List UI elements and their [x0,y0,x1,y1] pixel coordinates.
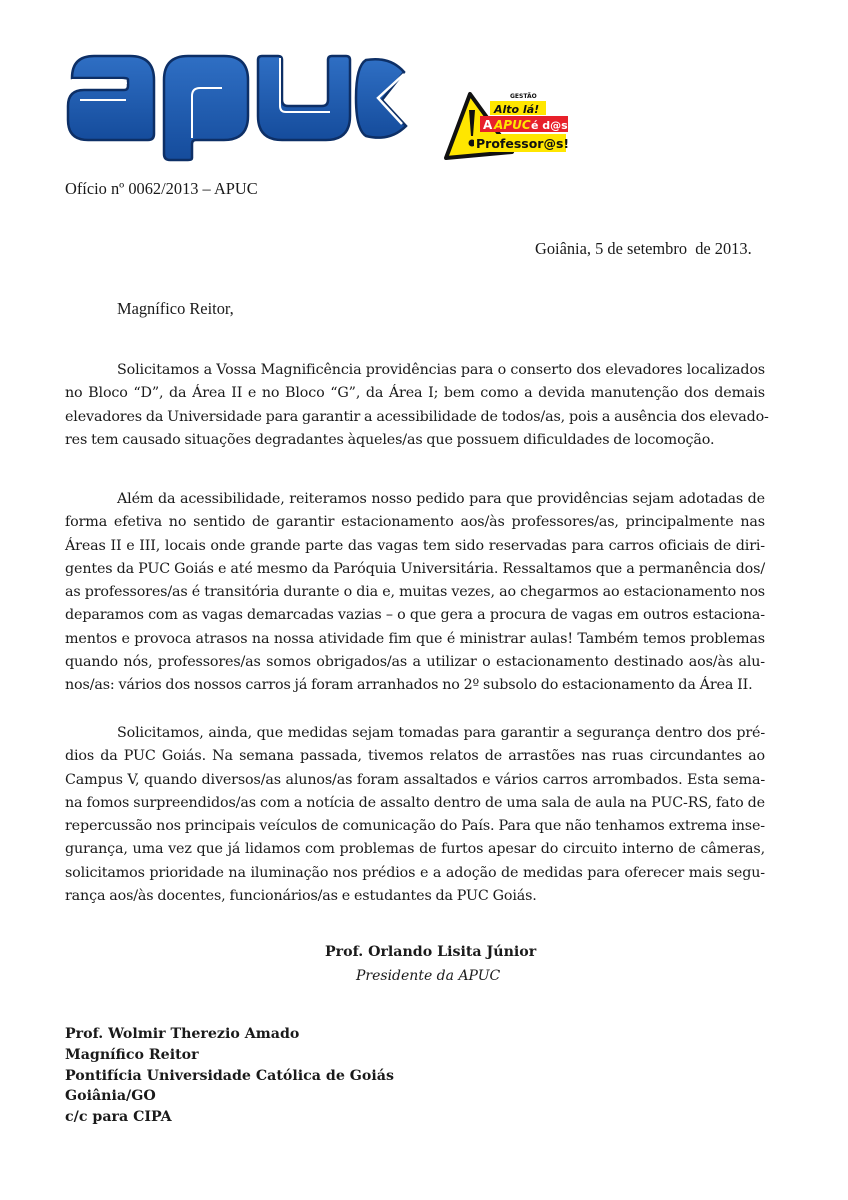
apuc-logo [66,50,438,162]
recipient-institution: Pontifícia Universidade Católica de Goiás [65,1067,394,1084]
paragraph-line: forma efetiva no sentido de garantir estacionamento aos/às professores/as, principalmente nas [65,514,765,531]
paragraph-line: quando nós, professores/as somos obrigados/as a utilizar o estacionamento destinado aos/às alu- [65,654,765,671]
badge-line2-a: A [483,118,493,132]
signer-name: Prof. Orlando Lisita Júnior [325,944,537,960]
recipient-city: Goiânia/GO [65,1088,156,1105]
recipient-cc: c/c para CIPA [65,1109,172,1126]
logo-letter-a [68,56,154,140]
logo-letter-p [164,56,248,160]
paragraph-line: no Bloco “D”, da Área II e no Bloco “G”, da Área I; bem como a devida manutenção dos demais [65,385,765,402]
paragraph-elevators [65,359,769,452]
paragraph-line: elevadores da Universidade para garantir a acessibilidade de todos/as, pois a ausência dos elevado- [65,408,769,425]
logo-letter-c [356,59,406,137]
paragraph-line: mentos e provoca atrasos na nossa atividade fim que é ministrar aulas! Também temos problemas [65,630,765,647]
gestao-badge [440,86,570,162]
paragraph-line: dios da PUC Goiás. Na semana passada, tivemos relatos de arrastões nas ruas circundantes ao [65,748,765,765]
paragraph-line: Campus V, quando diversos/as alunos/as foram assaltados e vários carros arrombados. Esta sema- [65,771,765,788]
paragraph-line: na fomos surpreendidos/as com a notícia de assalto dentro de uma sala de aula na PUC-RS, fato de [65,794,765,811]
paragraph-line: deparamos com as vagas demarcadas vazias – o que gera a procura de vagas em outros estaciona- [65,607,765,624]
badge-top-label: GESTÃO [510,93,537,100]
paragraph-line: repercussão nos principais veículos de comunicação do País. Para que não tenhamos extrema inse- [65,818,765,835]
paragraph-line: gurança, uma vez que já lidamos com problemas de furtos apesar do circuito interno de câmeras, [65,841,765,858]
paragraph-line: Solicitamos, ainda, que medidas sejam tomadas para garantir a segurança dentro dos pré- [117,725,765,741]
logo-letter-u [258,56,350,140]
recipient-title: Magnífico Reitor [65,1046,199,1063]
paragraph-line: Além da acessibilidade, reiteramos nosso pedido para que providências sejam adotadas de [117,491,765,507]
paragraph-line: nos/as: vários dos nossos carros já foram arranhados no 2º subsolo do estacionamento da Área II. [65,677,753,694]
paragraph-line: gentes da PUC Goiás e até mesmo da Paróquia Universitária. Ressaltamos que a permanência dos/ [65,560,765,577]
signer-role: Presidente da APUC [356,968,501,984]
paragraph-line: res tem causado situações degradantes àqueles/as que possuem dificuldades de locomoção. [65,431,715,448]
badge-line2-apuc: APUC [494,118,531,132]
recipient-block [65,1024,394,1128]
paragraph-security [65,722,765,908]
recipient-name: Prof. Wolmir Therezio Amado [65,1026,300,1042]
paragraph-line: Áreas II e III, locais onde grande parte das vagas tem sido reservadas para carros oficiais de diri- [65,537,765,554]
document-reference: Ofício nº 0062/2013 – APUC [65,179,258,198]
paragraph-parking [65,488,765,698]
paragraph-line: solicitamos prioridade na iluminação nos prédios e a adoção de medidas para oferecer mais segu- [65,864,765,881]
badge-line1: Alto lá! [494,103,540,116]
badge-line3: Professor@s! [476,136,570,151]
salutation: Magnífico Reitor, [117,299,234,318]
paragraph-line: rança aos/às docentes, funcionários/as e estudantes da PUC Goiás. [65,888,537,905]
paragraph-line: as professores/as é transitória durante o dia e, muitas vezes, ao chegarmos ao estacionamento nos [65,584,765,601]
date-line: Goiânia, 5 de setembro de 2013. [535,239,752,258]
paragraph-line: Solicitamos a Vossa Magnificência providências para o conserto dos elevadores localizados [117,362,765,378]
badge-line2-b: é d@s [531,119,568,132]
